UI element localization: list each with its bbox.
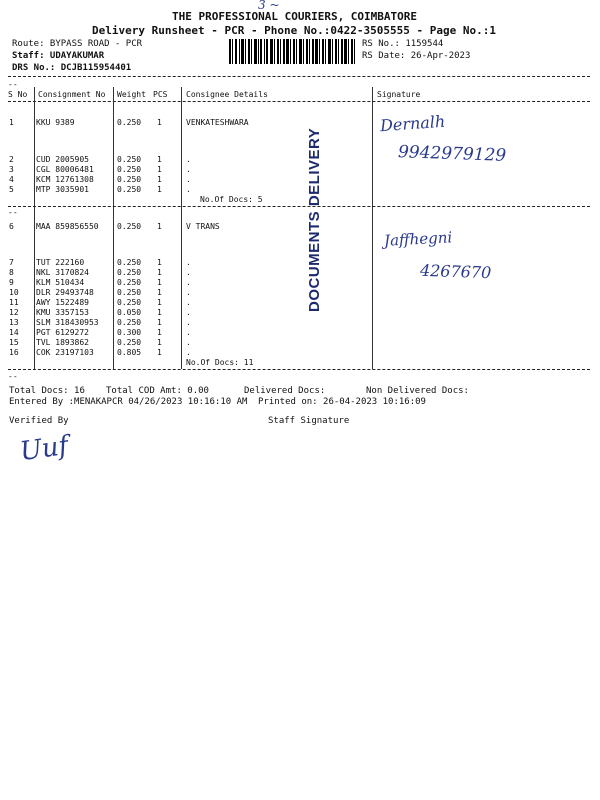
row-pcs: 1 [157,118,162,127]
row-weight: 0.250 [117,165,142,174]
signature-phone: 9942979129 [397,142,507,166]
handwritten-mark: 3 ~ [258,0,280,12]
row-weight: 0.250 [117,258,142,267]
row-pcs: 1 [157,338,162,347]
divider [8,206,590,207]
route-label: Route: BYPASS ROAD - PCR [12,39,143,49]
rs-date: RS Date: 26-Apr-2023 [362,51,471,61]
col-pcs: PCS [153,90,168,99]
col-sno: S No [8,90,28,99]
row-sno: 4 [9,175,14,184]
row-sno: 3 [9,165,14,174]
row-sno: 13 [9,318,19,327]
row-consignment: KCM 12761308 [36,175,94,184]
row-consignment: TVL 1893862 [36,338,89,347]
dash-marker: -- [8,372,18,381]
dash-marker: -- [8,80,18,89]
row-sno: 12 [9,308,19,317]
row-consignee: . [186,328,191,337]
row-consignee: . [186,338,191,347]
barcode [229,39,355,64]
runsheet-title: Delivery Runsheet - PCR - Phone No.:0422-3505555 - Page No.:1 [92,24,496,37]
verified-by: Verified By [9,416,69,426]
stamp-text: DOCUMENTS DELIVERY [306,127,323,312]
row-weight: 0.250 [117,278,142,287]
row-weight: 0.250 [117,222,142,231]
row-weight: 0.250 [117,185,142,194]
barcode-graphic [229,39,355,64]
divider [8,76,590,77]
column-line [372,87,373,369]
dash-marker: -- [8,208,18,217]
row-weight: 0.250 [117,288,142,297]
row-consignment: KMU 3357153 [36,308,89,317]
row-consignee: . [186,155,191,164]
row-pcs: 1 [157,222,162,231]
row-consignee: V TRANS [186,222,220,231]
total-cod: Total COD Amt: 0.00 [106,386,209,396]
row-consignee: . [186,308,191,317]
row-sno: 6 [9,222,14,231]
row-consignee: . [186,278,191,287]
row-sno: 9 [9,278,14,287]
row-consignment: MAA 859856550 [36,222,99,231]
row-pcs: 1 [157,348,162,357]
column-line [181,87,182,369]
row-consignment: COK 23197103 [36,348,94,357]
divider [8,101,590,102]
row-weight: 0.250 [117,118,142,127]
row-weight: 0.250 [117,298,142,307]
drs-label: DRS No.: DCJB115954401 [12,63,132,73]
row-sno: 11 [9,298,19,307]
row-sno: 7 [9,258,14,267]
row-consignee: . [186,258,191,267]
verified-signature: Uuf [18,430,71,468]
row-pcs: 1 [157,258,162,267]
row-consignment: KLM 510434 [36,278,85,287]
row-weight: 0.250 [117,155,142,164]
col-weight: Weight [117,90,146,99]
row-consignee: . [186,175,191,184]
non-delivered-docs: Non Delivered Docs: [366,386,469,396]
row-sno: 1 [9,118,14,127]
row-pcs: 1 [157,278,162,287]
row-sno: 15 [9,338,19,347]
row-weight: 0.250 [117,338,142,347]
row-weight: 0.250 [117,175,142,184]
documents-delivery-stamp [306,0,323,312]
row-pcs: 1 [157,328,162,337]
row-consignment: AWY 1522489 [36,298,89,307]
row-consignment: CGL 80006481 [36,165,94,174]
row-consignee: . [186,268,191,277]
rs-number: RS No.: 1159544 [362,39,444,49]
col-consignee: Consignee Details [186,90,268,99]
row-consignee: . [186,348,191,357]
row-pcs: 1 [157,175,162,184]
column-line [34,87,35,369]
row-weight: 0.805 [117,348,142,357]
row-pcs: 1 [157,318,162,327]
row-consignment: NKL 3170824 [36,268,89,277]
row-pcs: 1 [157,288,162,297]
group1-doc-count: No.Of Docs: 5 [200,195,263,204]
row-consignment: TUT 222160 [36,258,85,267]
column-line [113,87,114,369]
staff-label: Staff: UDAYAKUMAR [12,51,105,61]
row-consignment: SLM 318430953 [36,318,99,327]
row-sno: 14 [9,328,19,337]
row-pcs: 1 [157,308,162,317]
printed-on: Printed on: 26-04-2023 10:16:09 [258,397,426,407]
row-pcs: 1 [157,268,162,277]
row-pcs: 1 [157,165,162,174]
row-consignment: MTP 3035901 [36,185,89,194]
col-consignment: Consignment No [38,90,106,99]
row-consignee: . [186,185,191,194]
row-sno: 5 [9,185,14,194]
total-docs: Total Docs: 16 [9,386,85,396]
row-consignment: DLR 29493748 [36,288,94,297]
signature-name: Jaffhegni [383,228,453,250]
row-pcs: 1 [157,155,162,164]
row-consignment: KKU 9389 [36,118,75,127]
row-consignee: VENKATESHWARA [186,118,249,127]
row-sno: 10 [9,288,19,297]
entered-by: Entered By :MENAKAPCR 04/26/2023 10:16:10 AM [9,397,248,407]
row-weight: 0.300 [117,328,142,337]
row-sno: 16 [9,348,19,357]
row-sno: 8 [9,268,14,277]
row-pcs: 1 [157,298,162,307]
row-consignee: . [186,318,191,327]
company-title: THE PROFESSIONAL COURIERS, COIMBATORE [172,10,418,23]
row-pcs: 1 [157,185,162,194]
row-weight: 0.250 [117,268,142,277]
signature-name: Dernalh [379,111,446,136]
row-consignee: . [186,165,191,174]
row-consignment: CUD 2005905 [36,155,89,164]
staff-signature-label: Staff Signature [268,416,350,426]
row-consignee: . [186,288,191,297]
group2-doc-count: No.Of Docs: 11 [186,358,254,367]
signature-phone: 4267670 [419,260,492,283]
divider [8,369,590,370]
delivered-docs: Delivered Docs: [244,386,326,396]
row-weight: 0.050 [117,308,142,317]
row-consignment: PGT 6129272 [36,328,89,337]
col-signature: Signature [377,90,421,99]
row-weight: 0.250 [117,318,142,327]
row-sno: 2 [9,155,14,164]
row-consignee: . [186,298,191,307]
